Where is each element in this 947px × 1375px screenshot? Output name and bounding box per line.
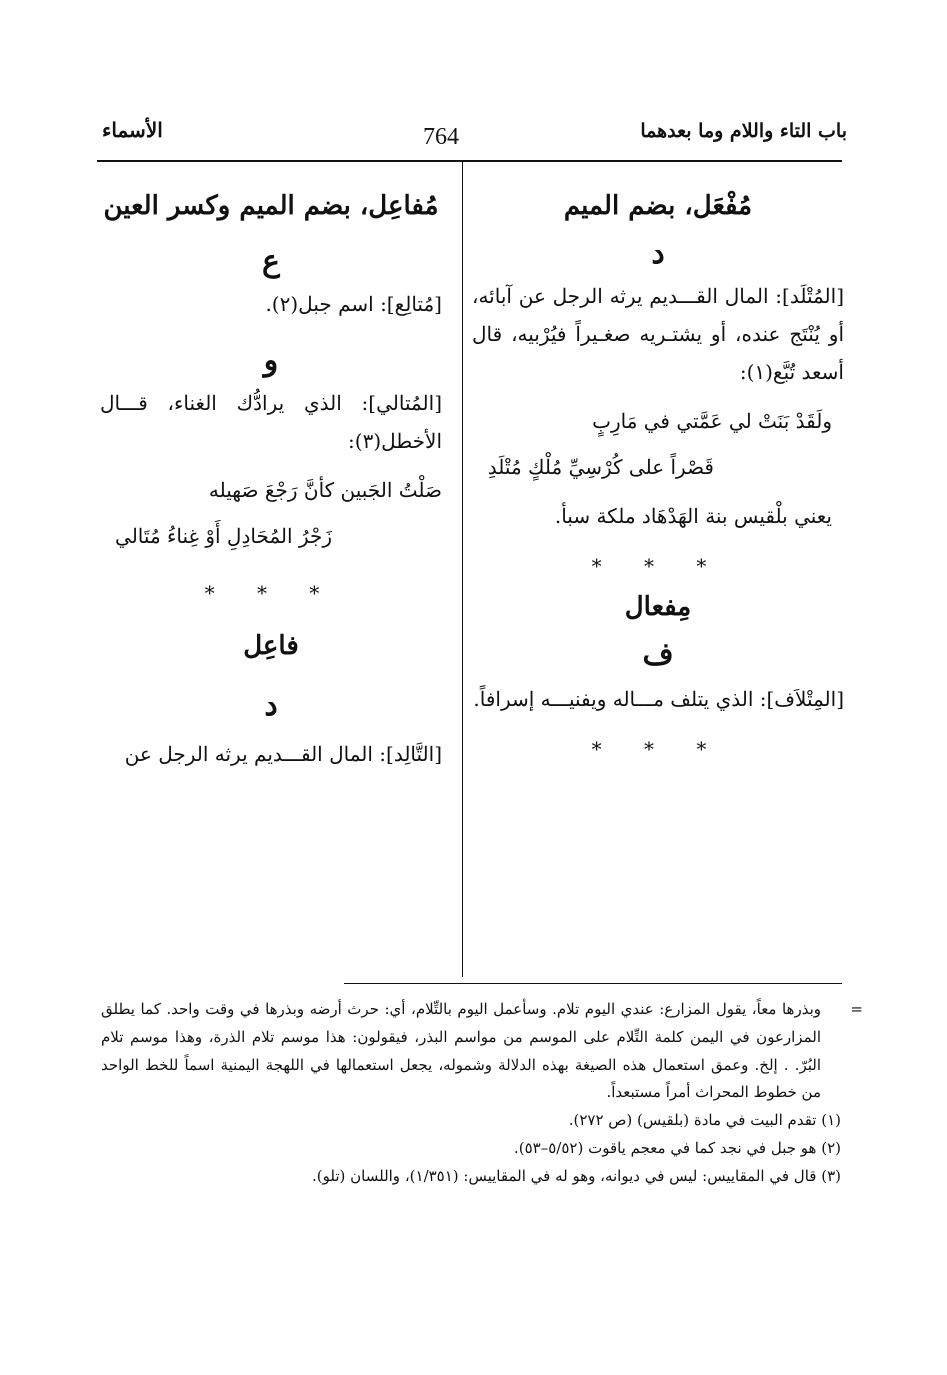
entry-paragraph: [المِتْلاَف]: الذي يتلف مـــاله ويفنيـــه إسرافاً. [473, 686, 844, 711]
left-column [100, 180, 442, 773]
letter-heading: د [264, 687, 278, 723]
entry-paragraph: [المُتْلَد]: المال القـــديم يرثه الرجل عن آبائه، أو يُنْتَج عنده، أو يشتـريه صغـيراً فيُرْبيه، قال أسعد تُبَّع(١): [472, 283, 844, 384]
section-separator: * * * [204, 580, 338, 605]
entry-paragraph: [التَّالِد]: المال القـــديم يرثه الرجل عن [124, 741, 442, 766]
section-heading: مِفعال [624, 591, 692, 622]
running-head-right: باب التاء واللام وما بعدهما [640, 120, 847, 142]
right-column [472, 180, 844, 762]
column-divider [462, 162, 463, 977]
footnote-rule [344, 983, 842, 984]
letter-heading: و [263, 342, 279, 378]
section-heading: مُفاعِل، بضم الميم وكسر العين [103, 191, 439, 221]
header-rule [97, 160, 842, 162]
entry-paragraph: يعني بلْقيس بنة الهَدْهَاد ملكة سبأ. [554, 503, 832, 528]
verse-line: قَصْراً على كُرْسِيِّ مُلْكٍ مُتْلَدِ [487, 454, 714, 479]
section-heading: مُفْعَل، بضم الميم [563, 191, 753, 221]
footnote-3: (٣) قال في المقاييس: ليس في ديوانه، وهو له في المقاييس: (١/٣٥١)، واللسان (تلو). [312, 1166, 841, 1185]
section-heading: فاعِل [243, 630, 299, 661]
footnote-continuation-text: وبذرها معاً، يقول المزارع: عندي اليوم تلام. وسأعمل اليوم بالتِّلام، أي: حرث أرضه وبذرها في وقت واحد. كما يطلق المزارعون في اليمن كلمة التِّلام على الموسم من مواسم البذر، فيقولون: هذا موسم تلام الذرة، وهذا موسم تلام البُرّ. . إلخ. وعمق استعمال هذه الصيغة بهذه الدلالة وشموله، يجعل استعمالها في اللهجة اليمنية اسماً للخط الواحد من خطوط المحراث أمراً مستبعداً. [101, 1000, 821, 1102]
continuation-marker: = [850, 1000, 863, 1018]
entry-paragraph: [مُتالِع]: اسم جبل(٢). [265, 291, 442, 316]
footnotes [101, 996, 863, 1190]
footnote-continuation [101, 996, 863, 1107]
footnote-1: (١) تقدم البيت في مادة (بلقيس) (ص ٢٧٢). [568, 1111, 841, 1129]
footnote-2: (٢) هو جبل في نجد كما في معجم ياقوت (٥/٥٢–٥٣). [513, 1138, 841, 1157]
section-separator: * * * [591, 736, 725, 761]
verse-line: صَلْتُ الجَبين كأنَّ رَجْعَ صَهيله [208, 477, 442, 502]
page-number: 764 [423, 124, 459, 150]
letter-heading: د [651, 235, 665, 271]
running-head-left: الأسماء [102, 118, 163, 142]
section-separator: * * * [591, 553, 725, 578]
verse-line: زَجْرُ المُحَادِلِ أَوْ غِناءُ مُتَالي [115, 523, 332, 548]
letter-heading: ف [642, 636, 674, 672]
verse-line: ولَقَدْ بَنَتْ لي عَمَّتي في مَارِبٍ [592, 408, 832, 433]
letter-heading: ع [262, 243, 280, 279]
entry-paragraph: [المُتالي]: الذي يرادُّك الغناء، قـــال الأخطل(٣): [100, 390, 442, 453]
